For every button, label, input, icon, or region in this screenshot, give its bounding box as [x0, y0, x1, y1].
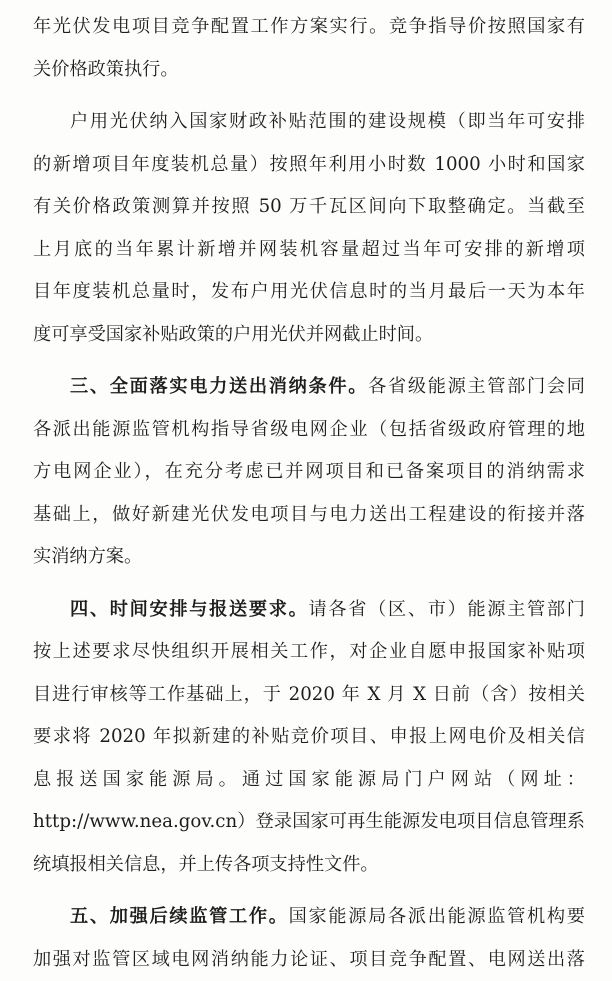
section-heading: 五、加强后续监管工作。: [70, 906, 289, 927]
text-line: 目年度装机总量时，发布户用光伏信息时的当月最后一天为本年: [33, 271, 585, 314]
text-line: http://www.nea.gov.cn）登录国家可再生能源发电项目信息管理系: [33, 801, 585, 844]
text-segment: 请各省（区、市）能源主管部门: [308, 599, 585, 620]
text-line: 方电网企业），在充分考虑已并网项目和已备案项目的消纳需求: [33, 451, 585, 494]
text-line: 目进行审核等工作基础上，于 2020 年 X 月 X 日前（含）按相关: [33, 674, 585, 717]
text-line: 统填报相关信息，并上传各项支持性文件。: [33, 844, 585, 887]
text-line: 要求将 2020 年拟新建的补贴竞价项目、申报上网电价及相关信: [33, 716, 585, 759]
text-line: 基础上，做好新建光伏发电项目与电力送出工程建设的衔接并落: [33, 494, 585, 537]
text-line: 户用光伏纳入国家财政补贴范围的建设规模（即当年可安排: [33, 101, 585, 144]
text-line: 上月底的当年累计新增并网装机容量超过当年可安排的新增项: [33, 229, 585, 272]
section-five: [33, 896, 585, 981]
text-line: [33, 896, 585, 939]
paragraph: [33, 101, 585, 356]
text-line: [33, 366, 585, 409]
text-line: 年光伏发电项目竞争配置工作方案实行。竞争指导价按照国家有: [33, 6, 585, 49]
text-line: 加强对监管区域电网消纳能力论证、项目竞争配置、电网送出落: [33, 939, 585, 981]
section-four: [33, 589, 585, 887]
text-line: 按上述要求尽快组织开展相关工作，对企业自愿申报国家补贴项: [33, 631, 585, 674]
paragraph: [33, 6, 585, 91]
text-line: [33, 589, 585, 632]
section-heading: 四、时间安排与报送要求。: [70, 599, 308, 620]
text-line: 关价格政策执行。: [33, 49, 585, 92]
section-heading: 三、全面落实电力送出消纳条件。: [70, 376, 368, 397]
text-segment: 各省级能源主管部门会同: [368, 376, 585, 397]
text-line: 实消纳方案。: [33, 536, 585, 579]
text-line: 度可享受国家补贴政策的户用光伏并网截止时间。: [33, 314, 585, 357]
text-segment: 国家能源局各派出能源监管机构要: [289, 906, 585, 927]
text-line: 有关价格政策测算并按照 50 万千瓦区间向下取整确定。当截至: [33, 186, 585, 229]
text-line: 息报送国家能源局。通过国家能源局门户网站（网址：: [33, 759, 585, 802]
document-page: [33, 6, 585, 981]
section-three: [33, 366, 585, 579]
text-line: 的新增项目年度装机总量）按照年利用小时数 1000 小时和国家: [33, 144, 585, 187]
text-line: 各派出能源监管机构指导省级电网企业（包括省级政府管理的地: [33, 409, 585, 452]
